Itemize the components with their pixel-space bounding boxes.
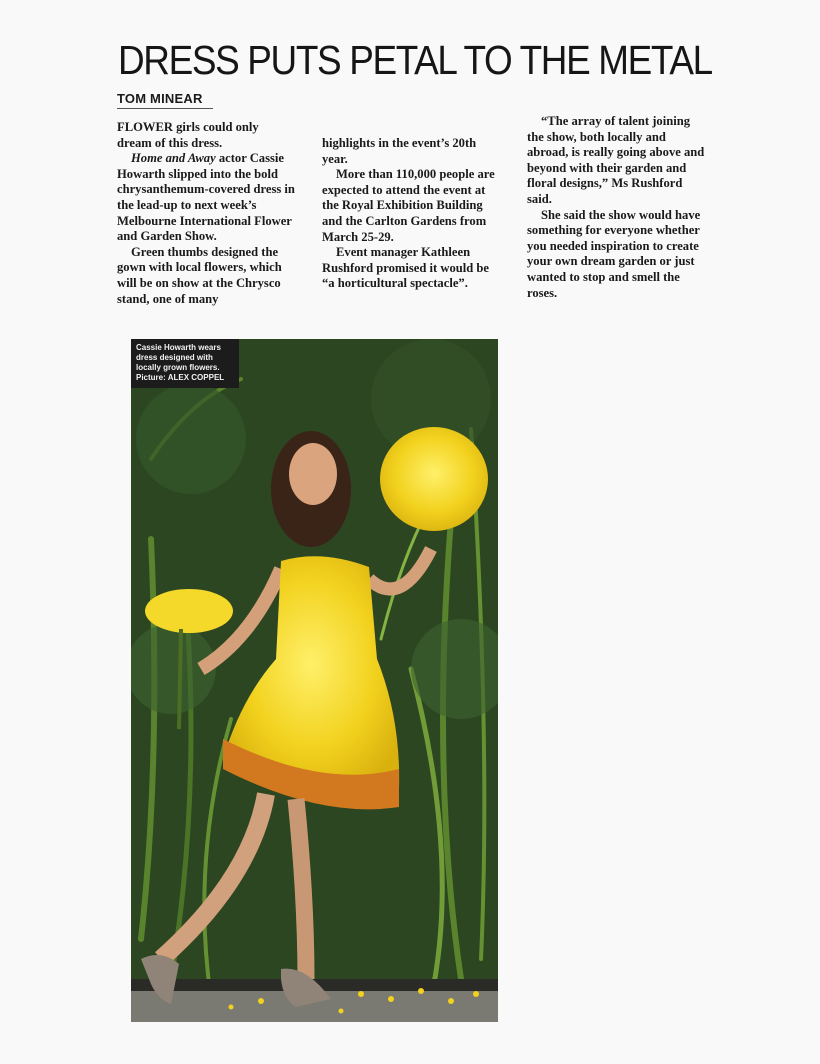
caption-line: Cassie Howarth wears xyxy=(136,343,221,352)
paragraph: Event manager Kathleen Rushford promised it would be “a horticultural spectacle”. xyxy=(322,245,490,291)
headline: DRESS PUTS PETAL TO THE METAL xyxy=(118,37,712,83)
paragraph: “The array of talent joining the show, both locally and abroad, is really going above and beyond with their garden and floral designs,” Ms Rushford said. xyxy=(527,114,705,206)
byline: TOM MINEAR xyxy=(117,91,203,106)
paragraph-text: actor Cassie Howarth slipped into the bold chrysanthemum-covered dress in the lead-up to next week’s Melbourne International Flower and Garden Show. xyxy=(117,151,295,244)
paragraph xyxy=(117,151,295,245)
paragraph: She said the show would have something for everyone whether you needed inspiration to create your own dream garden or just wanted to stop and smell the roses. xyxy=(527,207,701,300)
show-title: Home and Away xyxy=(131,151,216,166)
article-column-1 xyxy=(117,120,295,307)
photo-caption xyxy=(131,339,239,388)
paragraph: highlights in the event’s 20th year. xyxy=(322,136,477,166)
paragraph xyxy=(117,120,295,151)
paragraph: Green thumbs designed the gown with local flowers, which will be on show at the Chrysco stand, one of many xyxy=(117,244,282,306)
lead-word: FLOWER xyxy=(117,120,173,134)
photo-illustration xyxy=(131,339,498,1022)
paragraph-text: girls could only dream of this dress. xyxy=(117,120,259,150)
caption-line: dress designed with xyxy=(136,353,213,362)
article-column-2 xyxy=(322,136,500,292)
article-column-3 xyxy=(527,114,705,301)
credit-prefix: Picture: xyxy=(136,373,168,382)
byline-rule xyxy=(117,108,213,109)
credit-name: ALEX COPPEL xyxy=(167,373,225,382)
paragraph: More than 110,000 people are expected to attend the event at the Royal Exhibition Building and the Carlton Gardens from March 25-29. xyxy=(322,167,495,244)
caption-line: locally grown flowers. xyxy=(136,363,220,372)
feature-photo xyxy=(131,339,498,1022)
photo-credit xyxy=(136,373,234,383)
